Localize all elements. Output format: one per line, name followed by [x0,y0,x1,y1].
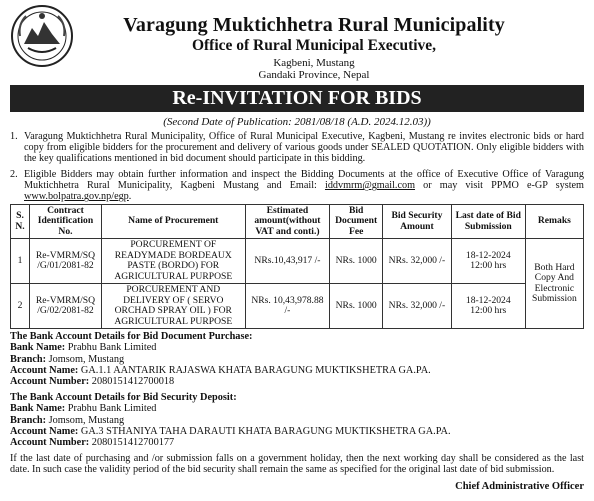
paragraph-text-part: Eligible Bidders may obtain further information and inspect the Bidding Documents at the office of Executive Office of Varagung Muktichhetra Rural Municipality, Kagbeni Mustang and Email: [24,169,584,192]
cell-security: NRs. 32,000 /- [383,284,452,329]
cell-contract-id: Re-VMRM/SQ /G/02/2081-82 [30,284,102,329]
table-row [11,284,584,329]
paragraph-1 [10,131,584,165]
bank-details-heading: The Bank Account Details for Bid Document Purchase: [10,331,253,342]
column-header: Remaks [525,205,583,239]
account-number-value: 2080151412700177 [89,437,175,449]
account-number-label: Account Number: [10,437,90,449]
bank-name-value: Prabhu Bank Limited [65,403,157,415]
account-number-line [10,376,584,387]
account-name-line [10,365,584,376]
cell-estimated: NRs.10,43,917 /- [245,239,330,284]
account-name-value: GA.3 STHANIYA TAHA DARAUTI KHATA BARAGUNG MUKTIKSHETRA GA.PA. [78,425,451,437]
column-header: Contract Identification No. [30,205,102,239]
paragraph-number: 2. [10,169,18,180]
branch-line [10,415,584,426]
branch-value: Jomsom, Mustang [46,353,125,365]
cell-security: NRs. 32,000 /- [383,239,452,284]
bank-details-security [10,392,584,448]
bank-name-label: Bank Name: [10,342,66,354]
column-header: Bid Document Fee [330,205,383,239]
address-line-2: Gandaki Province, Nepal [258,69,370,81]
bids-table [10,204,584,329]
municipality-title: Varagung Muktichhetra Rural Municipality [123,14,505,36]
cell-last-date: 18-12-2024 12:00 hrs [451,239,525,284]
cell-last-date: 18-12-2024 12:00 hrs [451,284,525,329]
paragraph-number: 1. [10,131,18,142]
bank-details-purchase [10,331,584,387]
bank-name-value: Prabhu Bank Limited [65,342,157,354]
branch-value: Jomsom, Mustang [46,414,125,426]
account-number-label: Account Number: [10,376,90,388]
column-header: Name of Procurement [101,205,245,239]
publication-date: (Second Date of Publication: 2081/08/18 (A.D. 2024.12.03)) [163,116,431,128]
paragraph-text-part: or may visit PPMO e-GP system [415,180,584,192]
cell-procurement: PORCUREMENT AND DELIVERY OF ( SERVO ORCHAD SPRAY OIL ) FOR AGRICULTURAL PURPOSE [101,284,245,329]
office-name: Office of Rural Municipal Executive, [191,37,437,54]
bank-name-line [10,403,584,414]
column-header: S. N. [11,205,30,239]
paragraph-text [24,169,584,203]
website-link[interactable]: www.bolpatra.gov.np/egp [24,191,129,203]
letterhead [0,0,594,84]
bank-name-line [10,342,584,353]
cell-sn: 2 [11,284,30,329]
cell-doc-fee: NRs. 1000 [330,239,383,284]
paragraph-2 [10,169,584,203]
signature-title: Chief Administrative Officer [455,481,584,492]
account-number-line [10,437,584,448]
cell-sn: 1 [11,239,30,284]
paragraph-text: Varagung Muktichhetra Rural Municipality, Office of Rural Municipal Executive, Kagbeni, Mustang re invites electronic bids or hard copy from eligible bidders for the procurement and delivery of various goods under SEALED QUOTATION. Only eligible bidders with the key qualifications mentioned in bid document should participate in this bidding. [24,131,584,165]
email-link[interactable]: iddvmrm@gmail.com [324,180,416,192]
column-header: Bid Security Amount [383,205,452,239]
bank-details-heading: The Bank Account Details for Bid Security Deposit: [10,392,237,403]
cell-remarks: Both Hard Copy And Electronic Submission [525,239,583,329]
cell-estimated: NRs. 10,43,978.88 /- [245,284,330,329]
account-name-value: GA.1.1 AANTARIK RAJASWA KHATA BARAGUNG MUKTIKSHETRA GA.PA. [78,364,431,376]
branch-line [10,354,584,365]
cell-doc-fee: NRs. 1000 [330,284,383,329]
table-row [11,239,584,284]
account-name-line [10,426,584,437]
paragraph-text-part: . [128,191,132,203]
account-name-label: Account Name: [10,425,79,437]
notice-banner: Re-INVITATION FOR BIDS [10,85,584,112]
bank-name-label: Bank Name: [10,403,66,415]
address-line-1: Kagbeni, Mustang [273,57,355,69]
cell-contract-id: Re-VMRM/SQ /G/01/2081-82 [30,239,102,284]
account-name-label: Account Name: [10,364,79,376]
branch-label: Branch: [10,353,47,365]
branch-label: Branch: [10,414,47,426]
column-header: Last date of Bid Submission [451,205,525,239]
table-header-row [11,205,584,239]
account-number-value: 2080151412700018 [89,376,175,388]
cell-procurement: PORCUREMENT OF READYMADE BORDEAUX PASTE (BORDO) FOR AGRICULTURAL PURPOSE [101,239,245,284]
column-header: Estimated amount(without VAT and conti.) [245,205,330,239]
holiday-notice: If the last date of purchasing and /or submission falls on a government holiday, then the next working day shall be considered as the last date. In such case the validity period of the bid security shall remain the same as specified for the original last date of bid submission. [10,453,584,476]
